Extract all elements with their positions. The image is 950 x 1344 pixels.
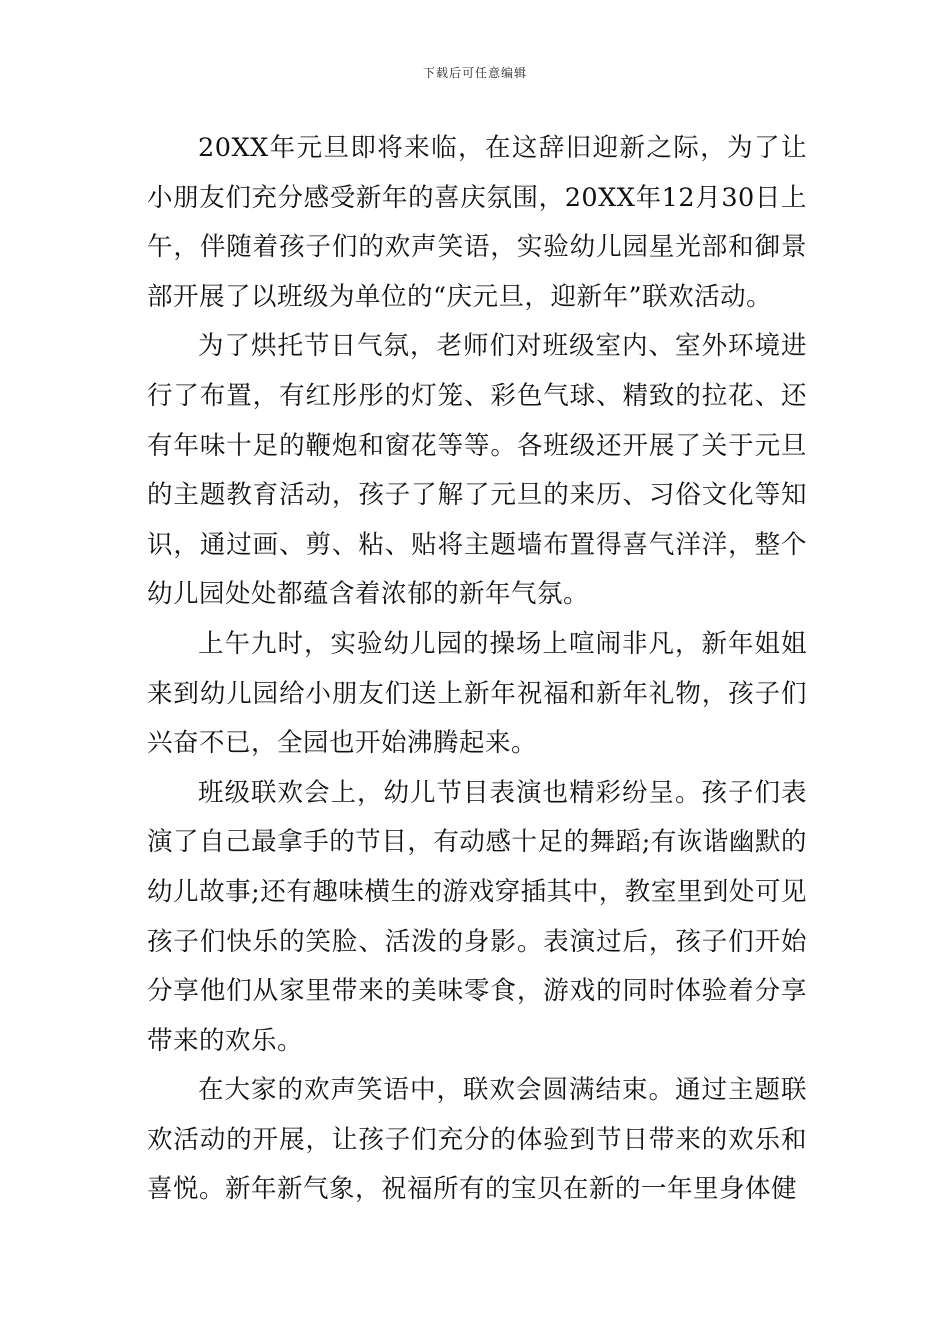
article-paragraph-5: 在大家的欢声笑语中，联欢会圆满结束。通过主题联欢活动的开展，让孩子们充分的体验到节日带来的欢乐和喜悦。新年新气象，祝福所有的宝贝在新的一年里身体健 — [147, 1075, 807, 1205]
page-header-note: 下载后可任意编辑 — [422, 66, 527, 80]
article-paragraph-4: 班级联欢会上，幼儿节目表演也精彩纷呈。孩子们表演了自己最拿手的节目，有动感十足的舞蹈;有诙谐幽默的幼儿故事;还有趣味横生的游戏穿插其中，教室里到处可见孩子们快乐的笑脸、活泼的身影。表演过后，孩子们开始分享他们从家里带来的美味零食，游戏的同时体验着分享带来的欢乐。 — [147, 777, 807, 1056]
article-paragraph-3: 上午九时，实验幼儿园的操场上喧闹非凡，新年姐姐来到幼儿园给小朋友们送上新年祝福和新年礼物，孩子们兴奋不已，全园也开始沸腾起来。 — [147, 628, 807, 759]
article-paragraph-2: 为了烘托节日气氛，老师们对班级室内、室外环境进行了布置，有红彤彤的灯笼、彩色气球、精致的拉花、还有年味十足的鞭炮和窗花等等。各班级还开展了关于元旦的主题教育活动，孩子了解了元旦的来历、习俗文化等知识，通过画、剪、粘、贴将主题墙布置得喜气洋洋，整个幼儿园处处都蕴含着浓郁的新年气氛。 — [147, 331, 807, 610]
article-paragraph-1: 20XX年元旦即将来临，在这辞旧迎新之际，为了让小朋友们充分感受新年的喜庆氛围，20XX年12月30日上午，伴随着孩子们的欢声笑语，实验幼儿园星光部和御景部开展了以班级为单位的“庆元旦，迎新年”联欢活动。 — [147, 133, 807, 312]
article-body — [147, 124, 807, 1215]
